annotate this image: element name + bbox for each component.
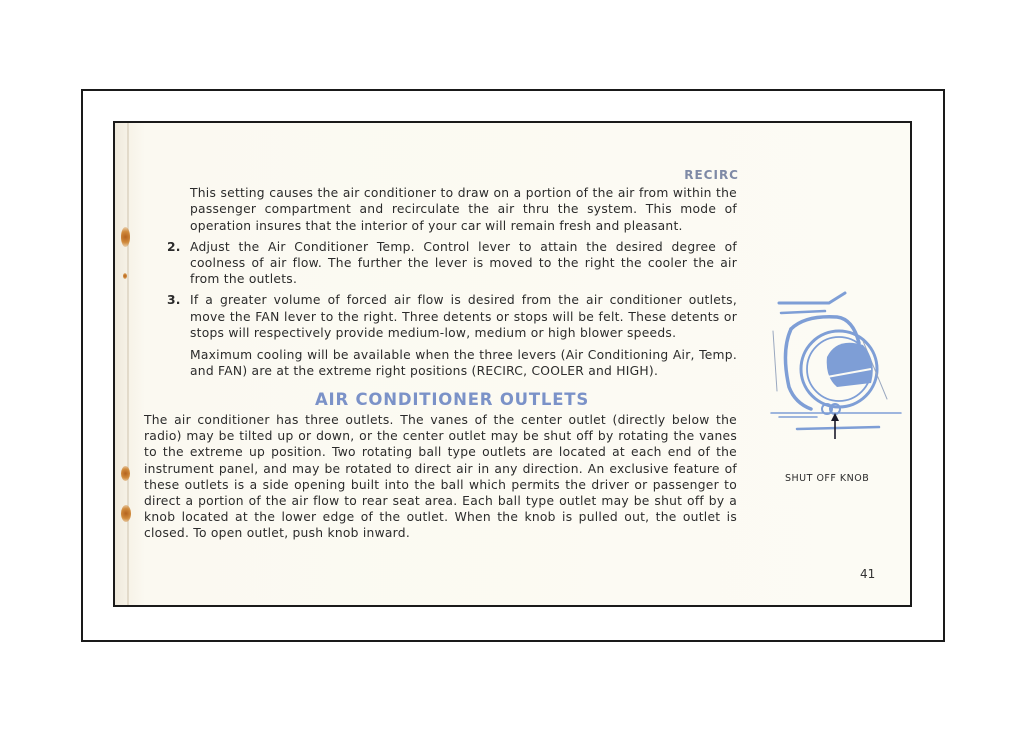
section-heading: AIR CONDITIONER OUTLETS bbox=[314, 389, 590, 409]
rust-stain-3 bbox=[121, 466, 130, 481]
page-spine bbox=[127, 123, 129, 605]
ball-outlet-illustration-icon bbox=[767, 291, 907, 441]
manual-page bbox=[113, 121, 912, 607]
recirc-label: RECIRC bbox=[684, 168, 739, 182]
rust-stain-4 bbox=[121, 505, 131, 522]
item-number: 2. bbox=[167, 239, 181, 254]
page-number: 41 bbox=[860, 567, 876, 581]
list-item-3 bbox=[167, 292, 737, 341]
max-cooling-paragraph: Maximum cooling will be available when the three levers (Air Conditioning Air, Temp. and FAN) are at the extreme right positions (RECIRC, COOLER and HIGH). bbox=[190, 348, 737, 379]
outlets-paragraph: The air conditioner has three outlets. The vanes of the center outlet (directly below the radio) may be tilted up or down, or the center outlet may be shut off by rotating the vanes to the extreme up position. Two rotating ball type outlets are located at each end of the instrument panel, and may be rotated to direct air in any direction. An exclusive feature of these outlets is a side opening built into the ball which permits the driver or passenger to direct a portion of the air flow to rear seat area. Each ball type outlet may be shut off by a knob located at the lower edge of the outlet. When the knob is pulled out, the outlet is closed. To open outlet, push knob inward. bbox=[144, 412, 737, 541]
rust-stain-2 bbox=[123, 273, 127, 279]
item-number: 3. bbox=[167, 293, 181, 308]
recirc-paragraph: This setting causes the air conditioner to draw on a portion of the air from within the passenger compartment and recirculate the air thru the system. This mode of operation insures that the interior of your car will remain fresh and pleasant. bbox=[190, 186, 737, 233]
text-column bbox=[144, 167, 739, 542]
rust-stain-1 bbox=[121, 227, 130, 247]
illustration-caption: SHUT OFF KNOB bbox=[785, 473, 870, 484]
item-text: If a greater volume of forced air flow is desired from the air conditioner outlets, move the FAN lever to the right. Three detents or stops will be felt. These detents or stops will respectively provide medium-low, medium or high blower speeds. bbox=[190, 293, 737, 340]
list-item-2 bbox=[167, 239, 737, 288]
item-text: Adjust the Air Conditioner Temp. Control lever to attain the desired degree of coolness of air flow. The further the lever is moved to the right the cooler the air from the outlets. bbox=[190, 239, 737, 287]
